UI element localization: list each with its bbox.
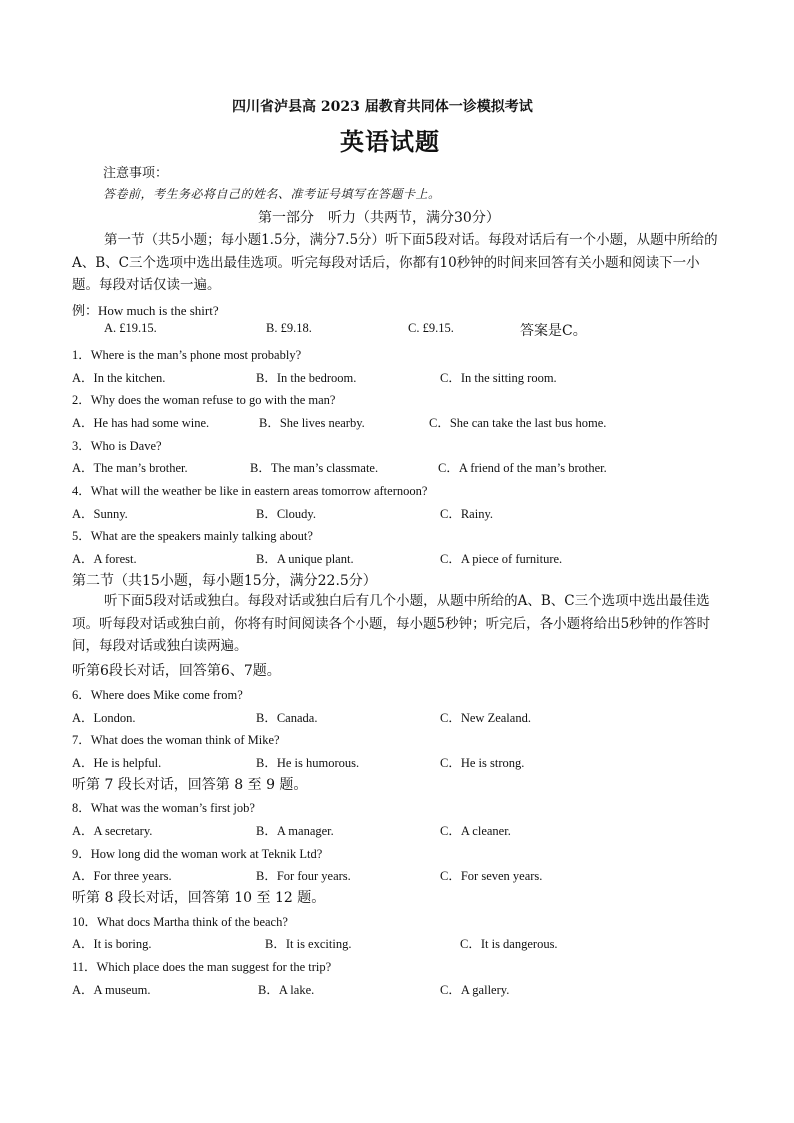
question-4: 4．What will the weather be like in eastern areas tomorrow afternoon? <box>72 484 428 498</box>
q3-option-c: C．A friend of the man’s brother. <box>438 461 607 475</box>
section2-instructions: 听下面5段对话或独白。每段对话或独白后有几个小题，从题中所给的A、B、C三个选项中选出最佳选项。听每段对话或独白前，你将有时间阅读各个小题，每小题5秒钟；听完后，各小题将给出5秒钟的作答时间，每段对话或独白读两遍。 <box>72 593 711 654</box>
q1-option-b: B．In the bedroom. <box>256 371 357 385</box>
example-option-a: A. £19.15. <box>104 321 157 335</box>
q1-option-a: A．In the kitchen. <box>72 371 166 385</box>
notice-heading: 注意事项： <box>103 166 169 181</box>
section2-heading: 第二节（共15小题，每小题15分，满分22.5分） <box>72 573 377 589</box>
q5-option-c: C．A piece of furniture. <box>440 552 563 566</box>
notice-body: 答卷前，考生务必将自己的姓名、准考证号填写在答题卡上。 <box>103 187 441 201</box>
q3-option-b: B．The man’s classmate. <box>250 461 379 475</box>
question-11: 11．Which place does the man suggest for the trip? <box>72 960 332 974</box>
question-3: 3．Who is Dave? <box>72 439 162 453</box>
q6-option-c: C．New Zealand. <box>440 711 531 725</box>
q4-option-a: A．Sunny. <box>72 507 128 521</box>
example-option-b: B. £9.18. <box>266 321 312 335</box>
q1-option-c: C．In the sitting room. <box>440 371 557 385</box>
q7-option-a: A．He is helpful. <box>72 756 162 770</box>
question-10: 10．What docs Martha think of the beach? <box>72 915 288 929</box>
q8-option-c: C．A cleaner. <box>440 824 511 838</box>
question-8: 8．What was the woman’s first job? <box>72 801 255 815</box>
dialogue-6-prompt: 听第6段长对话，回答第6、7题。 <box>72 663 281 679</box>
q9-option-a: A．For three years. <box>72 869 172 883</box>
q11-option-b: B．A lake. <box>258 983 315 997</box>
q9-option-c: C．For seven years. <box>440 869 543 883</box>
q4-option-c: C．Rainy. <box>440 507 494 521</box>
question-9: 9．How long did the woman work at Teknik Ltd? <box>72 847 323 861</box>
q4-option-b: B．Cloudy. <box>256 507 316 521</box>
subject-title: 英语试题 <box>340 127 440 156</box>
part1-heading: 第一部分 听力（共两节，满分30分） <box>258 210 500 226</box>
q10-option-b: B．It is exciting. <box>265 937 352 951</box>
q9-option-b: B．For four years. <box>256 869 351 883</box>
q11-option-c: C．A gallery. <box>440 983 510 997</box>
q10-option-a: A．It is boring. <box>72 937 152 951</box>
q6-option-a: A．London. <box>72 711 136 725</box>
q8-option-b: B．A manager. <box>256 824 334 838</box>
q8-option-a: A．A secretary. <box>72 824 153 838</box>
q2-option-b: B．She lives nearby. <box>259 416 365 430</box>
question-5: 5．What are the speakers mainly talking about? <box>72 529 313 543</box>
q2-option-c: C．She can take the last bus home. <box>429 416 607 430</box>
q6-option-b: B．Canada. <box>256 711 318 725</box>
question-7: 7．What does the woman think of Mike? <box>72 733 280 747</box>
question-1: 1．Where is the man’s phone most probably? <box>72 348 302 362</box>
q2-option-a: A．He has had some wine. <box>72 416 210 430</box>
q7-option-c: C．He is strong. <box>440 756 525 770</box>
q7-option-b: B．He is humorous. <box>256 756 360 770</box>
question-6: 6．Where does Mike come from? <box>72 688 243 702</box>
section1-instructions: 第一节（共5小题；每小题1.5分，满分7.5分）听下面5段对话。每段对话后有一个小题，从题中所给的A、B、C三个选项中选出最佳选项。听完每段对话后，你都有10秒钟的时间来回答有关小题和阅读下一小题。每段对话仅读一遍。 <box>72 232 718 293</box>
exam-title: 四川省泸县高 2023 届教育共同体一诊模拟考试 <box>232 99 533 115</box>
example-option-c: C. £9.15. <box>408 321 454 335</box>
q3-option-a: A．The man’s brother. <box>72 461 188 475</box>
question-2: 2．Why does the woman refuse to go with the man? <box>72 393 336 407</box>
example-question: 例：How much is the shirt? <box>72 303 219 318</box>
q5-option-b: B．A unique plant. <box>256 552 354 566</box>
q11-option-a: A．A museum. <box>72 983 151 997</box>
example-answer: 答案是C。 <box>520 323 587 339</box>
q5-option-a: A．A forest. <box>72 552 137 566</box>
dialogue-7-prompt: 听第 7 段长对话，回答第 8 至 9 题。 <box>72 777 308 793</box>
q10-option-c: C．It is dangerous. <box>460 937 558 951</box>
dialogue-8-prompt: 听第 8 段长对话，回答第 10 至 12 题。 <box>72 890 326 906</box>
